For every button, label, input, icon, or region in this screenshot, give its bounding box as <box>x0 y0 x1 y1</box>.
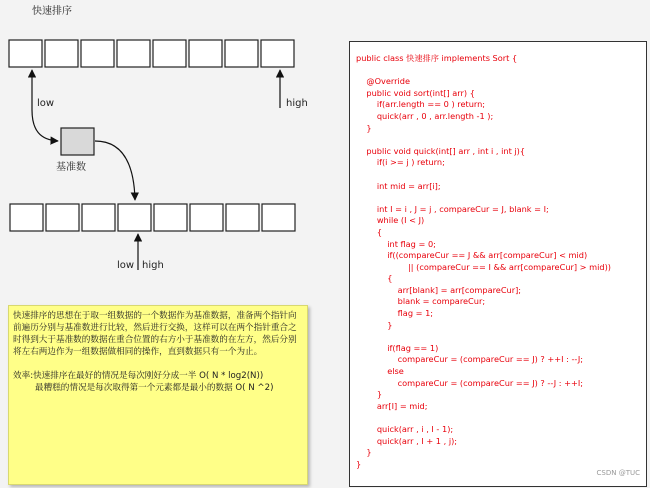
low-label: low <box>37 98 55 109</box>
code-line: } <box>356 458 362 469</box>
top-array-cell <box>189 40 222 67</box>
code-line: @Override <box>356 76 411 87</box>
diagram-title: 快速排序 <box>32 6 72 17</box>
code-line: { <box>356 273 393 284</box>
code-line: int mid = arr[i]; <box>356 180 441 191</box>
code-line: public class 快速排序 implements Sort { <box>356 53 518 63</box>
code-line <box>356 192 646 204</box>
code-line: } <box>356 122 372 133</box>
code-panel <box>349 41 647 487</box>
code-line: } <box>356 319 393 330</box>
note-paragraph: 快速排序的思想在于取一组数据的一个数据作为基准数据，准备两个指针向前遍历分别与基准数进行比较，然后进行交换，这样可以在两个指针重合之时得到大于基准数的数据在重合位置的右方小于基准数的在左方，然后分别将左右两边作为一组数据做相同的操作，直到数据只有一个为止。 <box>13 311 297 357</box>
code-line <box>356 65 646 77</box>
top-array-cell <box>153 40 186 67</box>
bottom-array-cell <box>46 204 79 231</box>
top-array-cell <box>45 40 78 67</box>
top-array-cell <box>117 40 150 67</box>
code-line: else <box>356 366 404 377</box>
code-line <box>356 331 646 343</box>
bottom-array-cell <box>10 204 43 231</box>
note-efficiency-worst: 最糟糕的情况是每次取得第一个元素都是最小的数据 O( N ^2) <box>35 383 274 393</box>
code-line: blank = compareCur; <box>356 296 486 307</box>
code-line <box>356 412 646 424</box>
top-array-cell <box>9 40 42 67</box>
bottom-array-cell <box>118 204 151 231</box>
code-line: int I = i , J = j , compareCur = J, blank = I; <box>356 203 549 214</box>
pivot-to-merge-arrow <box>95 141 135 200</box>
bottom-array-cell <box>154 204 187 231</box>
bottom-array-cell <box>190 204 223 231</box>
top-array <box>9 40 294 67</box>
top-array-cell <box>261 40 294 67</box>
code-line: compareCur = (compareCur == J) ? --J : ++I; <box>356 377 584 388</box>
code-line <box>356 134 646 146</box>
code-line: quick(arr , i , I - 1); <box>356 424 454 434</box>
code-line: arr[blank] = arr[compareCur]; <box>356 284 522 295</box>
to-pivot-arrow <box>32 110 58 141</box>
code-line <box>356 169 646 181</box>
quicksort-diagram <box>0 0 345 300</box>
code-line: arr[I] = mid; <box>356 400 428 411</box>
code-line: if(flag == 1) <box>356 342 439 353</box>
code-line: quick(arr , I + 1 , j); <box>356 435 458 446</box>
pivot-label: 基准数 <box>56 162 86 173</box>
watermark: CSDN @TUC <box>596 469 640 478</box>
code-line: } <box>356 389 383 400</box>
code-line: || (compareCur == I && arr[compareCur] > mid)) <box>356 261 611 272</box>
code-line: if((compareCur == J && arr[compareCur] < mid) <box>356 250 588 261</box>
code-line: if(arr.length == 0 ) return; <box>356 99 486 110</box>
code-line: compareCur = (compareCur == J) ? ++I : --J; <box>356 354 584 365</box>
code-lines <box>356 53 646 470</box>
explanation-note <box>8 305 308 485</box>
code-line: public void sort(int[] arr) { <box>356 87 475 98</box>
code-line: public void quick(int[] arr , int i , int j){ <box>356 145 526 156</box>
bottom-array <box>10 204 295 231</box>
code-line: flag = 1; <box>356 308 434 319</box>
bottom-array-cell <box>262 204 295 231</box>
pivot-box <box>61 128 94 155</box>
code-line: int flag = 0; <box>356 238 436 249</box>
note-efficiency-best: 效率:快速排序在最好的情况是每次刚好分成一半 O( N * log2(N)) <box>13 371 264 381</box>
code-line: { <box>356 226 383 237</box>
code-line: while (I < J) <box>356 215 425 226</box>
top-array-cell <box>225 40 258 67</box>
code-line: quick(arr , 0 , arr.length -1 ); <box>356 110 494 121</box>
bottom-array-cell <box>226 204 259 231</box>
code-line: if(i >= j ) return; <box>356 157 445 168</box>
low-label-bottom: low <box>117 260 135 271</box>
top-array-cell <box>81 40 114 67</box>
code-line: } <box>356 447 372 458</box>
high-label-bottom: high <box>142 260 164 271</box>
bottom-array-cell <box>82 204 115 231</box>
high-label: high <box>286 98 308 109</box>
